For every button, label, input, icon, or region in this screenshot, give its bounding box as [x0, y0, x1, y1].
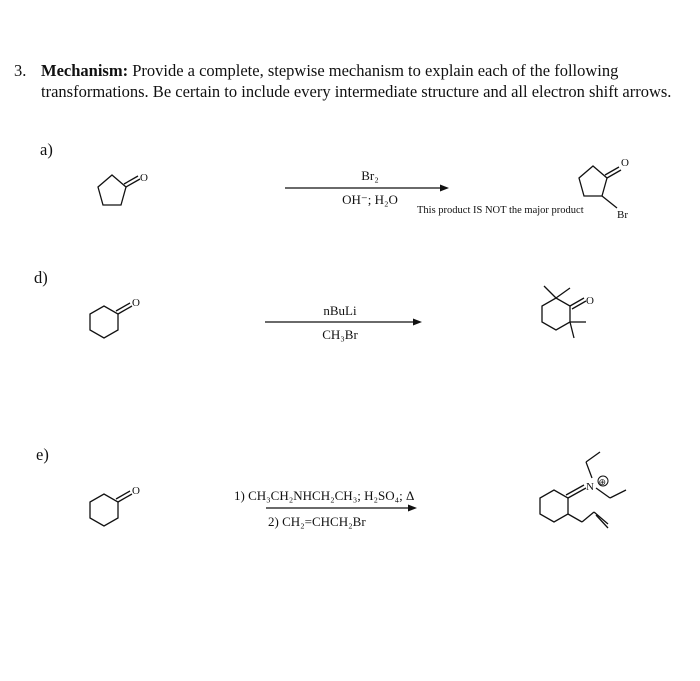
- part-d-reaction-arrow: [265, 317, 423, 327]
- part-a-product-oxygen: O: [621, 157, 629, 169]
- part-d-start-oxygen: O: [132, 297, 140, 309]
- part-e-reagent-step2: 2) CH₂=CHCH₂Br: [268, 514, 366, 529]
- part-e-start-oxygen: O: [132, 485, 140, 497]
- part-e-product-nitrogen: N: [586, 481, 594, 493]
- part-a-starting-material-cyclopentanone: [90, 165, 160, 215]
- part-a-product-bromine: Br: [617, 209, 628, 221]
- part-e-reagent-step1: 1) CH₃CH₂NHCH₂CH₃; H₂SO₄; Δ: [234, 488, 415, 503]
- part-a-reagent-top: Br₂: [361, 168, 379, 183]
- part-d-label: d): [34, 268, 48, 287]
- part-e-product-allylated-iminium: [530, 440, 640, 540]
- part-a-note: This product IS NOT the major product: [417, 205, 584, 216]
- part-d-product-oxygen: O: [586, 295, 594, 307]
- part-a-reagent-bottom: OH⁻; H₂O: [342, 192, 398, 207]
- question-heading: Mechanism:: [41, 61, 129, 80]
- part-e-label: e): [36, 445, 49, 464]
- question-number: 3.: [14, 61, 27, 80]
- part-d-reagent-bottom: CH₃Br: [322, 327, 358, 342]
- part-e-product-positive-charge: ⊕: [598, 477, 607, 487]
- question-text-block: [41, 60, 681, 102]
- question-instructions: Provide a complete, stepwise mechanism to explain each of the following transformations. Be certain to include every intermediate structure and all electron shift arrows.: [41, 61, 672, 101]
- part-d-starting-material-cyclohexanone: [80, 292, 155, 352]
- part-e-reaction-arrow: [266, 503, 418, 513]
- part-d-reagent-top: nBuLi: [323, 303, 357, 318]
- part-a-label: a): [40, 140, 53, 159]
- part-d-product-tetramethylcyclohexanone: [530, 278, 615, 358]
- part-e-starting-material-cyclohexanone: [80, 480, 155, 540]
- part-a-start-oxygen: O: [140, 172, 148, 184]
